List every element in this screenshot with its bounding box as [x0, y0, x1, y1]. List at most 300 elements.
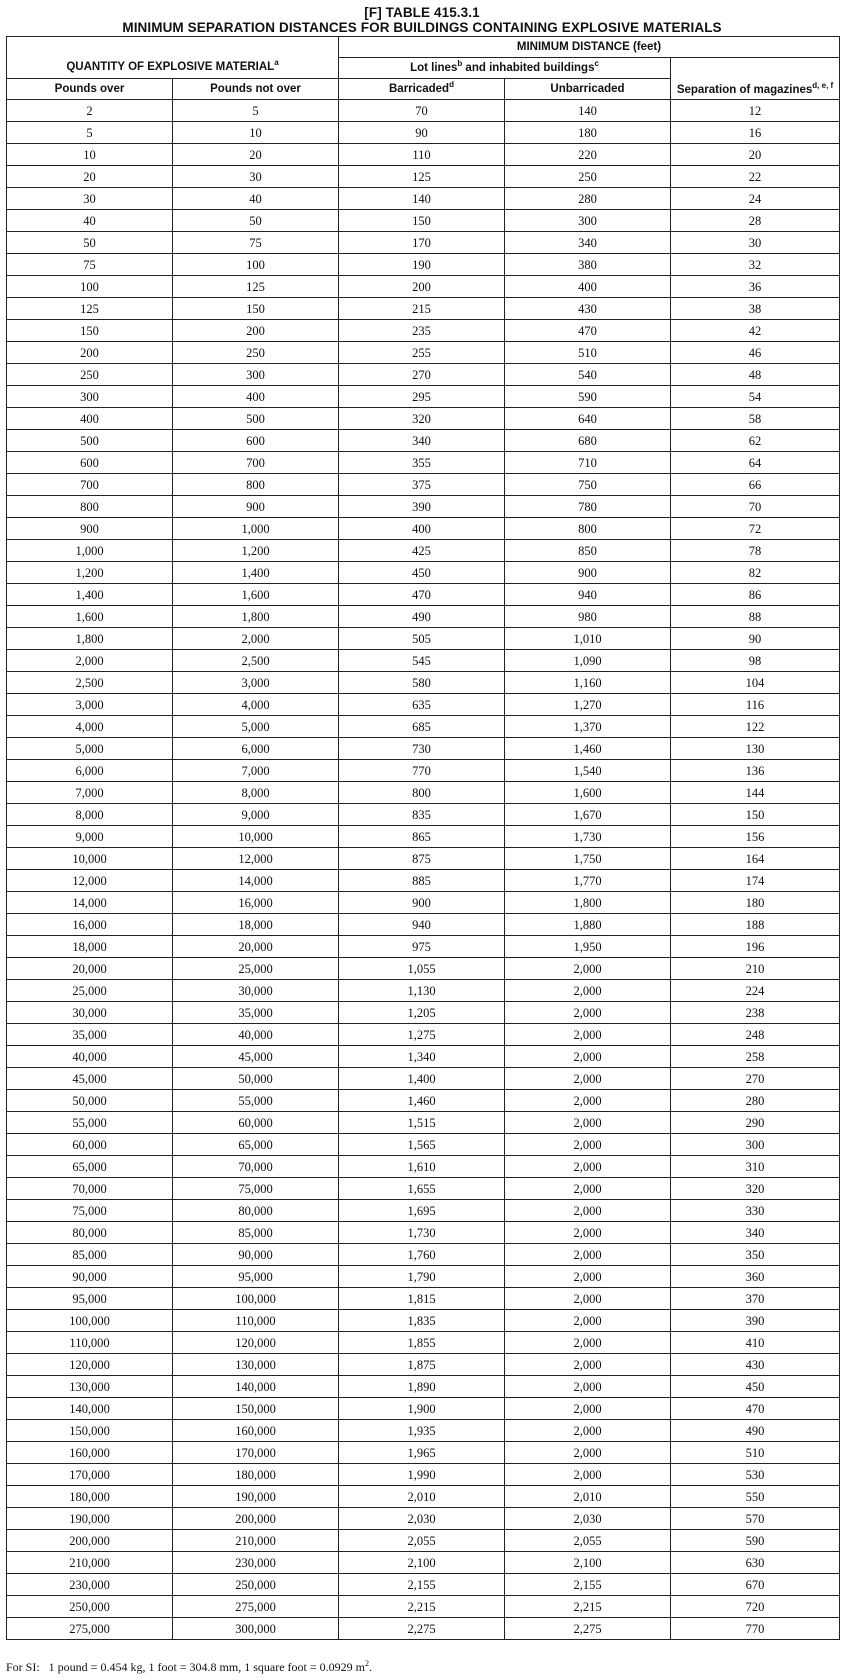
- cell-pounds-over: 170,000: [7, 1464, 173, 1486]
- cell-separation: 104: [671, 672, 840, 694]
- cell-pounds-over: 140,000: [7, 1398, 173, 1420]
- table-row: [7, 518, 840, 540]
- cell-barricaded: 1,205: [339, 1002, 505, 1024]
- cell-pounds-over: 80,000: [7, 1222, 173, 1244]
- cell-pounds-over: 50: [7, 232, 173, 254]
- cell-separation: 510: [671, 1442, 840, 1464]
- table-row: [7, 100, 840, 122]
- table-row: [7, 166, 840, 188]
- cell-pounds-over: 700: [7, 474, 173, 496]
- cell-pounds-over: 25,000: [7, 980, 173, 1002]
- table-row: [7, 1288, 840, 1310]
- cell-pounds-not-over: 50: [173, 210, 339, 232]
- cell-separation: 98: [671, 650, 840, 672]
- cell-pounds-over: 300: [7, 386, 173, 408]
- cell-barricaded: 685: [339, 716, 505, 738]
- cell-pounds-not-over: 9,000: [173, 804, 339, 826]
- cell-separation: 188: [671, 914, 840, 936]
- cell-pounds-over: 2,500: [7, 672, 173, 694]
- cell-pounds-not-over: 700: [173, 452, 339, 474]
- table-row: [7, 1134, 840, 1156]
- cell-separation: 490: [671, 1420, 840, 1442]
- cell-separation: 180: [671, 892, 840, 914]
- cell-unbarricaded: 2,000: [505, 1398, 671, 1420]
- cell-unbarricaded: 220: [505, 144, 671, 166]
- table-title: [0, 5, 844, 35]
- cell-pounds-over: 65,000: [7, 1156, 173, 1178]
- table-row: [7, 694, 840, 716]
- cell-unbarricaded: 2,000: [505, 980, 671, 1002]
- cell-separation: 66: [671, 474, 840, 496]
- cell-unbarricaded: 640: [505, 408, 671, 430]
- cell-barricaded: 1,835: [339, 1310, 505, 1332]
- cell-barricaded: 505: [339, 628, 505, 650]
- cell-separation: 370: [671, 1288, 840, 1310]
- cell-unbarricaded: 2,100: [505, 1552, 671, 1574]
- cell-separation: 470: [671, 1398, 840, 1420]
- table-row: [7, 254, 840, 276]
- cell-barricaded: 1,515: [339, 1112, 505, 1134]
- si-conversion-footnote: [6, 1660, 372, 1674]
- cell-separation: 122: [671, 716, 840, 738]
- cell-barricaded: 975: [339, 936, 505, 958]
- cell-barricaded: 295: [339, 386, 505, 408]
- cell-pounds-not-over: 6,000: [173, 738, 339, 760]
- cell-unbarricaded: 510: [505, 342, 671, 364]
- cell-pounds-not-over: 12,000: [173, 848, 339, 870]
- cell-unbarricaded: 2,000: [505, 1002, 671, 1024]
- footnote-marker-c: c: [594, 58, 599, 68]
- cell-barricaded: 1,760: [339, 1244, 505, 1266]
- cell-separation: 570: [671, 1508, 840, 1530]
- table-caption: MINIMUM SEPARATION DISTANCES FOR BUILDINGS CONTAINING EXPLOSIVE MATERIALS: [122, 20, 722, 35]
- cell-pounds-not-over: 400: [173, 386, 339, 408]
- cell-barricaded: 2,275: [339, 1618, 505, 1640]
- table-row: [7, 1178, 840, 1200]
- cell-barricaded: 1,875: [339, 1354, 505, 1376]
- cell-pounds-not-over: 160,000: [173, 1420, 339, 1442]
- cell-barricaded: 450: [339, 562, 505, 584]
- cell-pounds-over: 600: [7, 452, 173, 474]
- cell-pounds-not-over: 10,000: [173, 826, 339, 848]
- table-row: [7, 342, 840, 364]
- footnote-end: .: [368, 1660, 372, 1674]
- cell-pounds-not-over: 25,000: [173, 958, 339, 980]
- cell-unbarricaded: 1,270: [505, 694, 671, 716]
- table-row: [7, 980, 840, 1002]
- cell-unbarricaded: 470: [505, 320, 671, 342]
- cell-barricaded: 2,030: [339, 1508, 505, 1530]
- cell-barricaded: 2,215: [339, 1596, 505, 1618]
- header-lot-lines: [339, 58, 671, 79]
- cell-unbarricaded: 2,030: [505, 1508, 671, 1530]
- cell-barricaded: 1,935: [339, 1420, 505, 1442]
- table-row: [7, 276, 840, 298]
- cell-separation: 320: [671, 1178, 840, 1200]
- cell-pounds-over: 50,000: [7, 1090, 173, 1112]
- cell-pounds-not-over: 1,400: [173, 562, 339, 584]
- cell-barricaded: 800: [339, 782, 505, 804]
- table-row: [7, 298, 840, 320]
- table-row: [7, 1332, 840, 1354]
- cell-pounds-over: 6,000: [7, 760, 173, 782]
- header-inhabited-label: and inhabited buildings: [462, 61, 595, 74]
- cell-pounds-not-over: 100: [173, 254, 339, 276]
- header-barricaded-label: Barricaded: [389, 82, 450, 95]
- cell-pounds-over: 9,000: [7, 826, 173, 848]
- cell-pounds-over: 800: [7, 496, 173, 518]
- cell-unbarricaded: 1,370: [505, 716, 671, 738]
- table-row: [7, 1200, 840, 1222]
- cell-barricaded: 170: [339, 232, 505, 254]
- table-row: [7, 386, 840, 408]
- table-row: [7, 1266, 840, 1288]
- cell-pounds-over: 275,000: [7, 1618, 173, 1640]
- cell-barricaded: 1,790: [339, 1266, 505, 1288]
- cell-barricaded: 70: [339, 100, 505, 122]
- footnote-text: For SI: 1 pound = 0.454 kg, 1 foot = 304.8 mm, 1 square foot = 0.0929 m: [6, 1660, 365, 1674]
- cell-barricaded: 355: [339, 452, 505, 474]
- cell-separation: 28: [671, 210, 840, 232]
- table-row: [7, 1376, 840, 1398]
- table-row: [7, 1464, 840, 1486]
- cell-pounds-over: 1,200: [7, 562, 173, 584]
- cell-unbarricaded: 780: [505, 496, 671, 518]
- cell-barricaded: 150: [339, 210, 505, 232]
- cell-unbarricaded: 2,275: [505, 1618, 671, 1640]
- cell-separation: 32: [671, 254, 840, 276]
- cell-barricaded: 730: [339, 738, 505, 760]
- header-lot-lines-label: Lot lines: [410, 61, 458, 74]
- cell-unbarricaded: 300: [505, 210, 671, 232]
- cell-pounds-over: 150,000: [7, 1420, 173, 1442]
- cell-pounds-over: 20,000: [7, 958, 173, 980]
- table-row: [7, 804, 840, 826]
- cell-pounds-over: 110,000: [7, 1332, 173, 1354]
- cell-pounds-over: 75: [7, 254, 173, 276]
- cell-separation: 340: [671, 1222, 840, 1244]
- separation-table-container: [6, 36, 839, 1640]
- header-row-2: [7, 58, 840, 79]
- cell-separation: 64: [671, 452, 840, 474]
- cell-barricaded: 490: [339, 606, 505, 628]
- footnote-superscript: 2: [364, 1659, 369, 1668]
- cell-separation: 238: [671, 1002, 840, 1024]
- cell-pounds-over: 1,400: [7, 584, 173, 606]
- cell-pounds-not-over: 140,000: [173, 1376, 339, 1398]
- cell-pounds-not-over: 20: [173, 144, 339, 166]
- cell-separation: 258: [671, 1046, 840, 1068]
- cell-pounds-not-over: 1,000: [173, 518, 339, 540]
- table-row: [7, 1354, 840, 1376]
- table-row: [7, 848, 840, 870]
- cell-barricaded: 2,055: [339, 1530, 505, 1552]
- cell-pounds-not-over: 800: [173, 474, 339, 496]
- cell-separation: 30: [671, 232, 840, 254]
- footnote-marker-def: d, e, f: [812, 81, 834, 91]
- cell-separation: 72: [671, 518, 840, 540]
- cell-pounds-not-over: 50,000: [173, 1068, 339, 1090]
- cell-pounds-over: 7,000: [7, 782, 173, 804]
- table-row: [7, 1244, 840, 1266]
- cell-barricaded: 2,010: [339, 1486, 505, 1508]
- table-row: [7, 320, 840, 342]
- cell-separation: 330: [671, 1200, 840, 1222]
- cell-barricaded: 255: [339, 342, 505, 364]
- table-number: [F] TABLE 415.3.1: [364, 5, 480, 20]
- table-row: [7, 1068, 840, 1090]
- cell-unbarricaded: 2,000: [505, 1046, 671, 1068]
- table-row: [7, 672, 840, 694]
- cell-pounds-over: 30: [7, 188, 173, 210]
- table-row: [7, 1112, 840, 1134]
- table-row: [7, 1090, 840, 1112]
- table-row: [7, 1420, 840, 1442]
- cell-separation: 38: [671, 298, 840, 320]
- cell-separation: 410: [671, 1332, 840, 1354]
- cell-unbarricaded: 1,090: [505, 650, 671, 672]
- cell-pounds-not-over: 130,000: [173, 1354, 339, 1376]
- cell-barricaded: 2,100: [339, 1552, 505, 1574]
- cell-pounds-over: 120,000: [7, 1354, 173, 1376]
- cell-pounds-over: 180,000: [7, 1486, 173, 1508]
- cell-separation: 720: [671, 1596, 840, 1618]
- cell-unbarricaded: 2,000: [505, 1090, 671, 1112]
- table-row: [7, 562, 840, 584]
- cell-unbarricaded: 1,880: [505, 914, 671, 936]
- cell-pounds-not-over: 100,000: [173, 1288, 339, 1310]
- table-row: [7, 122, 840, 144]
- cell-pounds-over: 60,000: [7, 1134, 173, 1156]
- cell-pounds-over: 190,000: [7, 1508, 173, 1530]
- table-row: [7, 1574, 840, 1596]
- cell-pounds-not-over: 170,000: [173, 1442, 339, 1464]
- cell-pounds-not-over: 200: [173, 320, 339, 342]
- cell-separation: 360: [671, 1266, 840, 1288]
- cell-pounds-not-over: 95,000: [173, 1266, 339, 1288]
- cell-separation: 24: [671, 188, 840, 210]
- table-row: [7, 474, 840, 496]
- cell-pounds-not-over: 7,000: [173, 760, 339, 782]
- cell-unbarricaded: 2,000: [505, 1354, 671, 1376]
- cell-unbarricaded: 2,000: [505, 958, 671, 980]
- cell-pounds-not-over: 1,800: [173, 606, 339, 628]
- cell-pounds-not-over: 40,000: [173, 1024, 339, 1046]
- cell-separation: 270: [671, 1068, 840, 1090]
- cell-pounds-not-over: 45,000: [173, 1046, 339, 1068]
- cell-pounds-not-over: 16,000: [173, 892, 339, 914]
- cell-pounds-over: 95,000: [7, 1288, 173, 1310]
- table-row: [7, 760, 840, 782]
- cell-pounds-over: 20: [7, 166, 173, 188]
- table-row: [7, 496, 840, 518]
- cell-barricaded: 580: [339, 672, 505, 694]
- cell-pounds-over: 18,000: [7, 936, 173, 958]
- table-row: [7, 958, 840, 980]
- cell-unbarricaded: 1,600: [505, 782, 671, 804]
- cell-pounds-over: 2,000: [7, 650, 173, 672]
- cell-unbarricaded: 2,000: [505, 1112, 671, 1134]
- header-separation-of-magazines: [671, 58, 840, 100]
- cell-pounds-over: 1,600: [7, 606, 173, 628]
- cell-separation: 130: [671, 738, 840, 760]
- cell-unbarricaded: 2,000: [505, 1420, 671, 1442]
- cell-unbarricaded: 1,540: [505, 760, 671, 782]
- cell-pounds-over: 12,000: [7, 870, 173, 892]
- header-pounds-over: Pounds over: [7, 79, 173, 100]
- cell-pounds-over: 100,000: [7, 1310, 173, 1332]
- cell-barricaded: 900: [339, 892, 505, 914]
- cell-pounds-over: 230,000: [7, 1574, 173, 1596]
- cell-separation: 78: [671, 540, 840, 562]
- cell-unbarricaded: 680: [505, 430, 671, 452]
- table-body: [7, 100, 840, 1640]
- cell-barricaded: 215: [339, 298, 505, 320]
- table-row: [7, 408, 840, 430]
- cell-unbarricaded: 2,000: [505, 1310, 671, 1332]
- cell-separation: 82: [671, 562, 840, 584]
- cell-barricaded: 340: [339, 430, 505, 452]
- cell-separation: 350: [671, 1244, 840, 1266]
- cell-separation: 590: [671, 1530, 840, 1552]
- cell-separation: 42: [671, 320, 840, 342]
- cell-pounds-not-over: 70,000: [173, 1156, 339, 1178]
- header-quantity: [7, 58, 339, 79]
- table-row: [7, 144, 840, 166]
- cell-pounds-not-over: 30,000: [173, 980, 339, 1002]
- cell-separation: 196: [671, 936, 840, 958]
- cell-pounds-not-over: 2,500: [173, 650, 339, 672]
- cell-separation: 20: [671, 144, 840, 166]
- table-row: [7, 650, 840, 672]
- cell-pounds-over: 90,000: [7, 1266, 173, 1288]
- cell-pounds-not-over: 65,000: [173, 1134, 339, 1156]
- header-separation-label: Separation of magazines: [676, 84, 813, 96]
- cell-unbarricaded: 2,000: [505, 1068, 671, 1090]
- cell-unbarricaded: 800: [505, 518, 671, 540]
- cell-pounds-over: 200: [7, 342, 173, 364]
- cell-unbarricaded: 1,950: [505, 936, 671, 958]
- cell-pounds-not-over: 40: [173, 188, 339, 210]
- cell-pounds-not-over: 500: [173, 408, 339, 430]
- cell-barricaded: 1,730: [339, 1222, 505, 1244]
- cell-separation: 670: [671, 1574, 840, 1596]
- cell-pounds-not-over: 20,000: [173, 936, 339, 958]
- cell-pounds-not-over: 110,000: [173, 1310, 339, 1332]
- cell-separation: 300: [671, 1134, 840, 1156]
- cell-pounds-not-over: 600: [173, 430, 339, 452]
- cell-barricaded: 1,340: [339, 1046, 505, 1068]
- cell-barricaded: 390: [339, 496, 505, 518]
- table-row: [7, 738, 840, 760]
- cell-barricaded: 1,565: [339, 1134, 505, 1156]
- cell-pounds-not-over: 60,000: [173, 1112, 339, 1134]
- cell-unbarricaded: 2,000: [505, 1134, 671, 1156]
- cell-barricaded: 770: [339, 760, 505, 782]
- cell-barricaded: 1,130: [339, 980, 505, 1002]
- cell-separation: 48: [671, 364, 840, 386]
- cell-pounds-over: 150: [7, 320, 173, 342]
- cell-pounds-not-over: 125: [173, 276, 339, 298]
- cell-barricaded: 940: [339, 914, 505, 936]
- cell-separation: 174: [671, 870, 840, 892]
- cell-separation: 430: [671, 1354, 840, 1376]
- cell-unbarricaded: 940: [505, 584, 671, 606]
- cell-barricaded: 400: [339, 518, 505, 540]
- cell-barricaded: 470: [339, 584, 505, 606]
- cell-unbarricaded: 250: [505, 166, 671, 188]
- cell-pounds-not-over: 55,000: [173, 1090, 339, 1112]
- cell-pounds-over: 500: [7, 430, 173, 452]
- table-row: [7, 1486, 840, 1508]
- cell-pounds-not-over: 150: [173, 298, 339, 320]
- cell-pounds-not-over: 5,000: [173, 716, 339, 738]
- cell-unbarricaded: 540: [505, 364, 671, 386]
- cell-barricaded: 835: [339, 804, 505, 826]
- header-row-1: [7, 37, 840, 58]
- cell-separation: 630: [671, 1552, 840, 1574]
- cell-unbarricaded: 2,000: [505, 1266, 671, 1288]
- cell-unbarricaded: 2,000: [505, 1200, 671, 1222]
- cell-pounds-over: 5,000: [7, 738, 173, 760]
- header-unbarricaded: Unbarricaded: [505, 79, 671, 100]
- cell-pounds-over: 210,000: [7, 1552, 173, 1574]
- cell-pounds-over: 16,000: [7, 914, 173, 936]
- cell-separation: 280: [671, 1090, 840, 1112]
- cell-pounds-over: 4,000: [7, 716, 173, 738]
- table-row: [7, 1442, 840, 1464]
- table-row: [7, 870, 840, 892]
- cell-pounds-over: 10,000: [7, 848, 173, 870]
- cell-separation: 156: [671, 826, 840, 848]
- table-row: [7, 1222, 840, 1244]
- cell-pounds-over: 75,000: [7, 1200, 173, 1222]
- cell-unbarricaded: 2,000: [505, 1222, 671, 1244]
- table-row: [7, 1156, 840, 1178]
- cell-unbarricaded: 2,010: [505, 1486, 671, 1508]
- cell-separation: 770: [671, 1618, 840, 1640]
- cell-pounds-over: 1,800: [7, 628, 173, 650]
- table-row: [7, 628, 840, 650]
- table-row: [7, 232, 840, 254]
- table-header: [7, 37, 840, 100]
- cell-barricaded: 190: [339, 254, 505, 276]
- table-row: [7, 1508, 840, 1530]
- table-row: [7, 936, 840, 958]
- table-row: [7, 1002, 840, 1024]
- cell-unbarricaded: 590: [505, 386, 671, 408]
- cell-pounds-over: 5: [7, 122, 173, 144]
- cell-unbarricaded: 380: [505, 254, 671, 276]
- separation-distances-table: [6, 36, 840, 1640]
- cell-pounds-over: 160,000: [7, 1442, 173, 1464]
- cell-pounds-over: 130,000: [7, 1376, 173, 1398]
- cell-pounds-not-over: 275,000: [173, 1596, 339, 1618]
- cell-pounds-not-over: 3,000: [173, 672, 339, 694]
- table-row: [7, 1530, 840, 1552]
- table-row: [7, 606, 840, 628]
- cell-pounds-not-over: 85,000: [173, 1222, 339, 1244]
- cell-separation: 86: [671, 584, 840, 606]
- cell-pounds-over: 40,000: [7, 1046, 173, 1068]
- cell-separation: 164: [671, 848, 840, 870]
- cell-separation: 70: [671, 496, 840, 518]
- cell-barricaded: 1,275: [339, 1024, 505, 1046]
- cell-unbarricaded: 900: [505, 562, 671, 584]
- cell-pounds-not-over: 75: [173, 232, 339, 254]
- cell-pounds-not-over: 120,000: [173, 1332, 339, 1354]
- cell-pounds-over: 85,000: [7, 1244, 173, 1266]
